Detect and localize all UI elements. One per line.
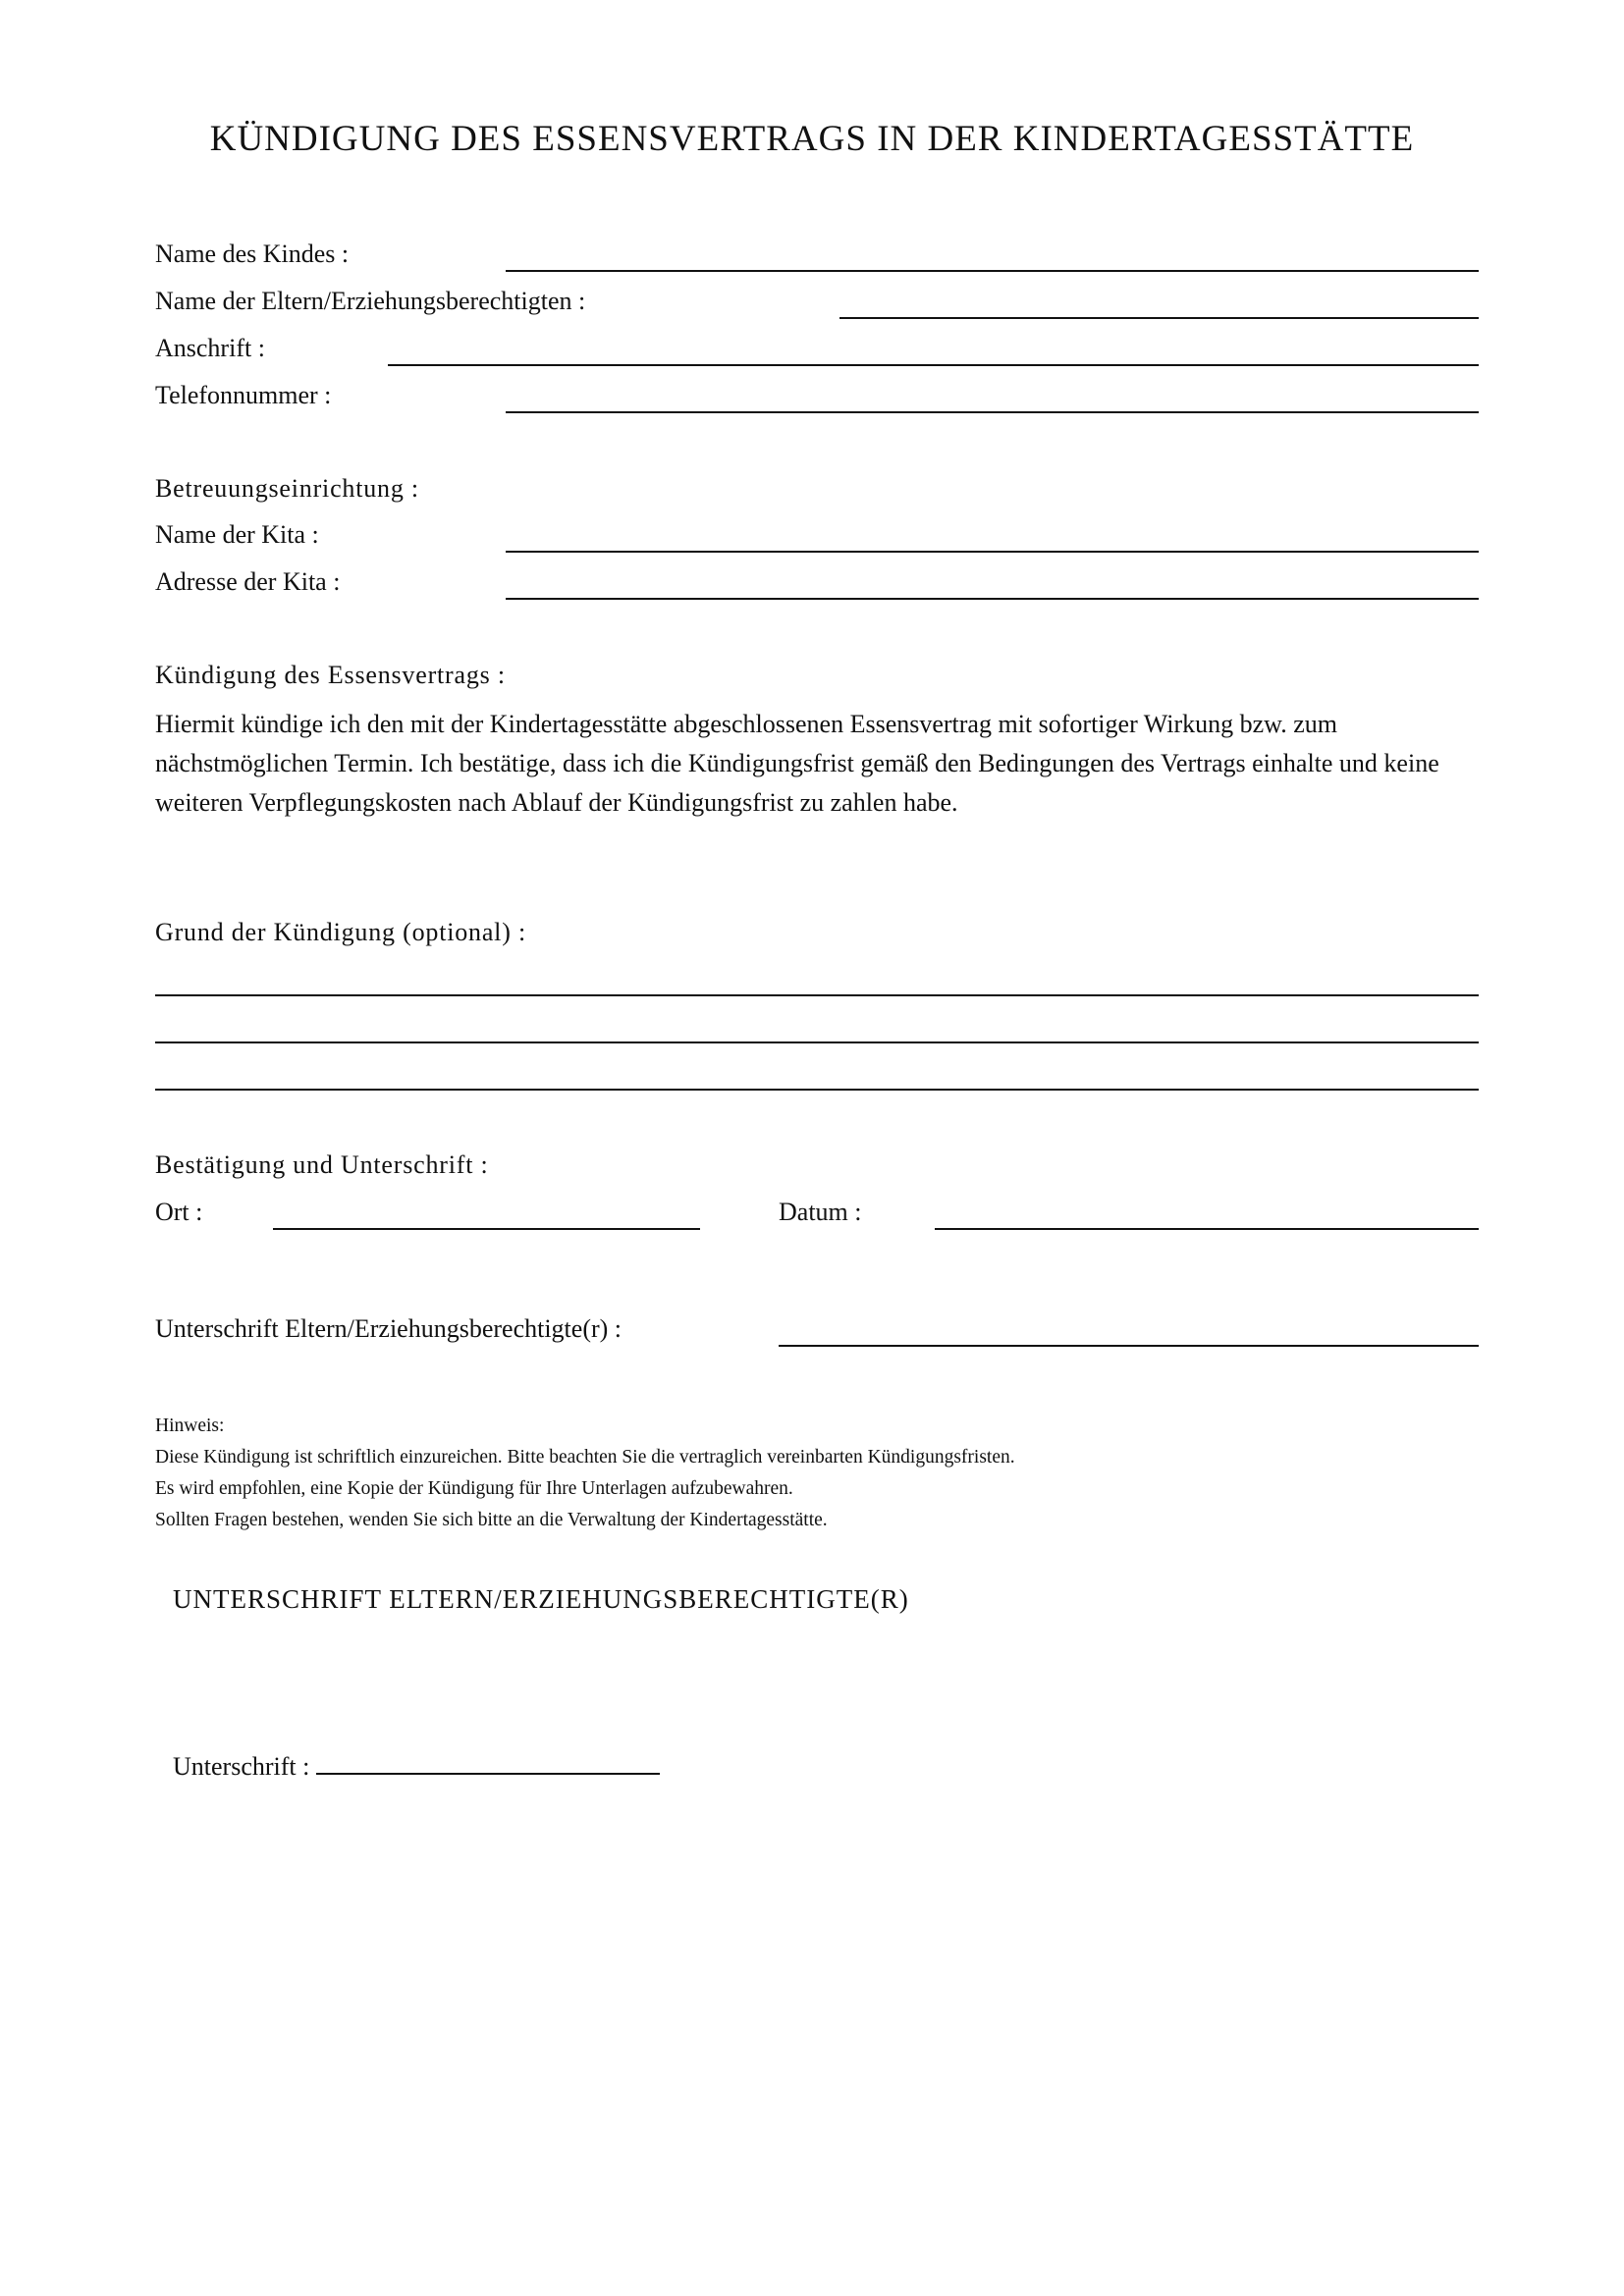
child-name-field[interactable] [506,270,1479,272]
address-label: Anschrift : [155,334,265,362]
note-line: Sollten Fragen bestehen, wenden Sie sich bitte an die Verwaltung der Kindertagesstätte. [155,1510,828,1530]
signature-field[interactable] [779,1345,1479,1347]
kita-name-label: Name der Kita : [155,520,319,549]
confirmation-heading: Bestätigung und Unterschrift : [155,1150,489,1179]
note-block [155,1411,1015,1536]
parents-name-label: Name der Eltern/Erziehungsberechtigten : [155,287,586,315]
phone-label: Telefonnummer : [155,381,332,409]
child-name-label: Name des Kindes : [155,240,350,268]
place-field[interactable] [273,1228,700,1230]
signature-block-label: Unterschrift : [173,1752,310,1781]
note-line: Es wird empfohlen, eine Kopie der Kündigung für Ihre Unterlagen aufzubewahren. [155,1478,793,1499]
signature-block-field[interactable] [316,1751,660,1775]
termination-heading: Kündigung des Essensvertrags : [155,661,506,689]
page-title: KÜNDIGUNG DES ESSENSVERTRAGS IN DER KINDERTAGESSTÄTTE [209,119,1415,159]
phone-field[interactable] [506,411,1479,413]
place-label: Ort : [155,1198,203,1226]
reason-heading: Grund der Kündigung (optional) : [155,918,526,946]
kita-name-field[interactable] [506,551,1479,553]
facility-heading: Betreuungseinrichtung : [155,474,419,503]
reason-line-1[interactable] [155,994,1479,996]
note-line: Diese Kündigung ist schriftlich einzureichen. Bitte beachten Sie die vertraglich vereinbarten Kündigungsfristen. [155,1447,1015,1468]
termination-text: Hiermit kündige ich den mit der Kindertagesstätte abgeschlossenen Essensvertrag mit sofortiger Wirkung bzw. zum nächstmöglichen Termin. Ich bestätige, dass ich die Kündigungsfrist gemäß den Bedingungen des Vertrags einhalte und keine weiteren Verpflegungskosten nach Ablauf der Kündigungsfrist zu zahlen habe. [155,710,1439,817]
date-field[interactable] [935,1228,1479,1230]
signature-label: Unterschrift Eltern/Erziehungsberechtigte(r) : [155,1314,623,1343]
date-label: Datum : [779,1198,862,1226]
kita-address-label: Adresse der Kita : [155,567,341,596]
note-heading: Hinweis: [155,1415,225,1436]
signature-block-row [173,1751,660,1780]
reason-line-3[interactable] [155,1089,1479,1091]
kita-address-field[interactable] [506,598,1479,600]
reason-line-2[interactable] [155,1041,1479,1043]
signature-block-heading: UNTERSCHRIFT ELTERN/ERZIEHUNGSBERECHTIGTE(R) [173,1584,909,1614]
address-field[interactable] [388,364,1479,366]
parents-name-field[interactable] [839,317,1479,319]
